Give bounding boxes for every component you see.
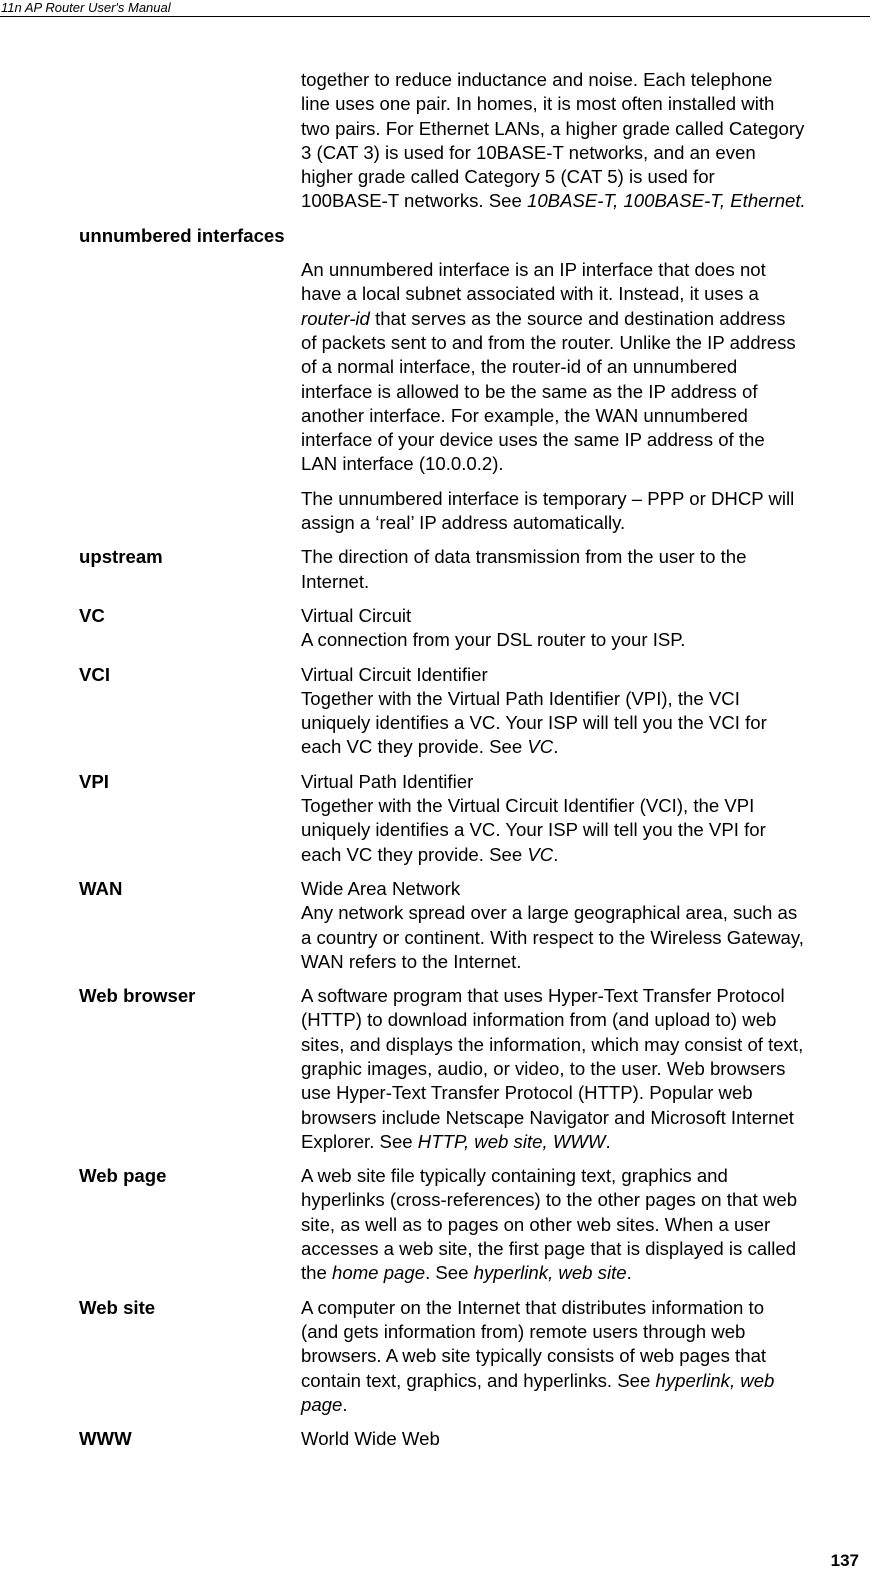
text-line bbox=[301, 1164, 869, 1188]
text-line bbox=[301, 165, 869, 189]
glossary-entry-vc bbox=[79, 604, 869, 653]
text-line bbox=[301, 735, 869, 759]
definition-paragraph bbox=[301, 1427, 869, 1451]
text-segment: Virtual Circuit Identifier bbox=[301, 663, 488, 685]
text-line bbox=[301, 452, 869, 476]
text-segment: interface of your device uses the same IP address of the bbox=[301, 429, 765, 451]
term-wan: WAN bbox=[79, 877, 123, 899]
text-segment: use Hyper-Text Transfer Protocol (HTTP). Popular web bbox=[301, 1082, 753, 1104]
text-line bbox=[301, 141, 869, 165]
text-segment: 100BASE-T networks. See bbox=[301, 190, 527, 212]
cross-reference: hyperlink, web site bbox=[473, 1262, 627, 1284]
text-line bbox=[301, 355, 869, 379]
text-line bbox=[301, 545, 869, 569]
text-line bbox=[301, 984, 869, 1008]
text-segment: hyperlinks (cross-references) to the other pages on that web bbox=[301, 1189, 798, 1211]
text-segment: another interface. For example, the WAN unnumbered bbox=[301, 404, 748, 426]
definition-www bbox=[301, 1427, 869, 1451]
text-line bbox=[301, 877, 869, 901]
text-line bbox=[301, 117, 869, 141]
text-segment: the bbox=[301, 1262, 333, 1284]
term-web-page: Web page bbox=[79, 1165, 167, 1187]
text-line bbox=[301, 1106, 869, 1130]
glossary-entry-wan bbox=[79, 877, 869, 974]
cross-reference: HTTP, web site, WWW bbox=[417, 1130, 606, 1152]
text-line bbox=[301, 282, 869, 306]
text-segment: assign a ‘real’ IP address automatically. bbox=[301, 512, 626, 534]
glossary-entry-www bbox=[79, 1427, 869, 1451]
text-segment: uniquely identifies a VC. Your ISP will tell you the VPI for bbox=[301, 819, 766, 841]
text-segment: A computer on the Internet that distributes information to bbox=[301, 1296, 765, 1318]
text-segment: . bbox=[553, 736, 559, 758]
definition-wan bbox=[301, 877, 869, 974]
definition-paragraph bbox=[301, 1164, 869, 1285]
text-segment: have a local subnet associated with it. Instead, it uses a bbox=[301, 283, 759, 305]
text-segment: . bbox=[626, 1262, 632, 1284]
text-segment: A connection from your DSL router to your ISP. bbox=[301, 629, 686, 651]
text-segment: of packets sent to and from the router. Unlike the IP address bbox=[301, 331, 796, 353]
glossary-entry-vpi bbox=[79, 770, 869, 867]
text-line bbox=[301, 604, 869, 628]
text-segment: higher grade called Category 5 (CAT 5) is used for bbox=[301, 166, 715, 188]
text-line bbox=[301, 1008, 869, 1032]
text-line bbox=[301, 1130, 869, 1154]
text-line bbox=[301, 1369, 869, 1393]
text-segment: line uses one pair. In homes, it is most often installed with bbox=[301, 93, 775, 115]
text-segment: browsers. A web site typically consists of web pages that bbox=[301, 1345, 767, 1367]
term-www: WWW bbox=[79, 1428, 132, 1450]
text-line bbox=[301, 511, 869, 535]
definition-vci bbox=[301, 663, 869, 760]
text-segment: 3 (CAT 3) is used for 10BASE-T networks, and an even bbox=[301, 141, 756, 163]
text-segment: site, as well as to pages on other web sites. When a user bbox=[301, 1213, 771, 1235]
text-segment: . See bbox=[425, 1262, 474, 1284]
term-vci: VCI bbox=[79, 663, 110, 685]
text-segment: each VC they provide. See bbox=[301, 843, 528, 865]
glossary-entry-unnumbered-interfaces bbox=[79, 224, 869, 536]
definition-paragraph bbox=[301, 1296, 869, 1417]
text-segment: Together with the Virtual Circuit Identifier (VCI), the VPI bbox=[301, 795, 755, 817]
text-segment: uniquely identifies a VC. Your ISP will tell you the VCI for bbox=[301, 712, 767, 734]
text-line bbox=[301, 1320, 869, 1344]
text-line bbox=[301, 770, 869, 794]
text-segment: browsers include Netscape Navigator and Microsoft Internet bbox=[301, 1106, 794, 1128]
text-line bbox=[301, 1081, 869, 1105]
text-line bbox=[301, 428, 869, 452]
text-line bbox=[301, 331, 869, 355]
text-line bbox=[301, 1237, 869, 1261]
text-line bbox=[301, 687, 869, 711]
text-segment: (HTTP) to download information from (and upload to) web bbox=[301, 1009, 777, 1031]
text-segment: A web site file typically containing text, graphics and bbox=[301, 1165, 728, 1187]
term-upstream: upstream bbox=[79, 546, 163, 568]
definition-paragraph bbox=[301, 604, 869, 653]
text-segment: Together with the Virtual Path Identifier (VPI), the VCI bbox=[301, 687, 740, 709]
definition-unnumbered-interfaces bbox=[301, 258, 869, 535]
text-segment: . bbox=[553, 843, 559, 865]
definition-paragraph bbox=[301, 258, 869, 477]
running-header: 11n AP Router User's Manual bbox=[0, 0, 870, 17]
text-line bbox=[301, 818, 869, 842]
text-segment: The direction of data transmission from the user to the bbox=[301, 546, 747, 568]
text-segment: A software program that uses Hyper-Text Transfer Protocol bbox=[301, 985, 785, 1007]
text-segment: Wide Area Network bbox=[301, 877, 461, 899]
text-line bbox=[301, 843, 869, 867]
glossary-entry-vci bbox=[79, 663, 869, 760]
text-segment: Internet. bbox=[301, 570, 370, 592]
text-line bbox=[301, 628, 869, 652]
definition-vc bbox=[301, 604, 869, 653]
text-segment: accesses a web site, the first page that is displayed is called bbox=[301, 1238, 797, 1260]
text-line bbox=[301, 92, 869, 116]
cross-reference: router-id bbox=[301, 307, 370, 329]
text-segment: World Wide Web bbox=[301, 1428, 440, 1450]
text-segment: interface is allowed to be the same as the IP address of bbox=[301, 380, 758, 402]
text-line bbox=[301, 380, 869, 404]
cross-reference: hyperlink, web bbox=[655, 1369, 775, 1391]
text-line bbox=[301, 1033, 869, 1057]
text-segment: a country or continent. With respect to the Wireless Gateway, bbox=[301, 926, 804, 948]
term-unnumbered-interfaces: unnumbered interfaces bbox=[79, 224, 285, 246]
definition-paragraph bbox=[301, 877, 869, 974]
text-line bbox=[301, 663, 869, 687]
text-line bbox=[301, 1393, 869, 1417]
cross-reference: page bbox=[301, 1393, 343, 1415]
text-segment: Virtual Path Identifier bbox=[301, 770, 474, 792]
definition-paragraph bbox=[301, 663, 869, 760]
text-line bbox=[301, 1427, 869, 1451]
glossary-list bbox=[79, 68, 869, 1461]
text-line bbox=[301, 404, 869, 428]
definition-paragraph bbox=[301, 770, 869, 867]
text-line bbox=[301, 1296, 869, 1320]
definition-web-site bbox=[301, 1296, 869, 1417]
term-web-site: Web site bbox=[79, 1296, 156, 1318]
text-line bbox=[301, 68, 869, 92]
text-segment: The unnumbered interface is temporary – PPP or DHCP will bbox=[301, 487, 795, 509]
text-segment: sites, and displays the information, which may consist of text, bbox=[301, 1033, 804, 1055]
text-line bbox=[301, 258, 869, 282]
text-segment: Explorer. See bbox=[301, 1130, 418, 1152]
definition-continued bbox=[301, 68, 869, 214]
glossary-entry-web-browser bbox=[79, 984, 869, 1154]
text-line bbox=[301, 307, 869, 331]
definition-paragraph bbox=[301, 487, 869, 536]
definition-paragraph bbox=[301, 984, 869, 1154]
text-segment: each VC they provide. See bbox=[301, 736, 528, 758]
glossary-entry-upstream bbox=[79, 545, 869, 594]
text-segment: graphic images, audio, or video, to the user. Web browsers bbox=[301, 1057, 786, 1079]
text-line bbox=[301, 487, 869, 511]
cross-reference: VC bbox=[527, 736, 554, 758]
text-segment: (and gets information from) remote users through web bbox=[301, 1320, 746, 1342]
text-line bbox=[301, 711, 869, 735]
text-line bbox=[301, 1213, 869, 1237]
text-line bbox=[301, 901, 869, 925]
text-line bbox=[301, 1261, 869, 1285]
text-segment: LAN interface (10.0.0.2). bbox=[301, 453, 504, 475]
term-vc: VC bbox=[79, 604, 105, 626]
text-line bbox=[301, 950, 869, 974]
text-segment: of a normal interface, the router-id of an unnumbered bbox=[301, 356, 738, 378]
text-segment: Any network spread over a large geographical area, such as bbox=[301, 902, 798, 924]
text-line bbox=[301, 570, 869, 594]
glossary-entry-web-site bbox=[79, 1296, 869, 1417]
cross-reference: home page bbox=[332, 1262, 426, 1284]
page-number: 137 bbox=[830, 1551, 859, 1570]
glossary-entry-continued bbox=[79, 68, 869, 214]
definition-vpi bbox=[301, 770, 869, 867]
definition-upstream bbox=[301, 545, 869, 594]
definition-paragraph bbox=[301, 68, 869, 214]
cross-reference: VC bbox=[527, 843, 554, 865]
text-segment: two pairs. For Ethernet LANs, a higher grade called Category bbox=[301, 117, 805, 139]
text-line bbox=[301, 1344, 869, 1368]
definition-web-browser bbox=[301, 984, 869, 1154]
text-line bbox=[301, 794, 869, 818]
text-segment: that serves as the source and destination address bbox=[369, 307, 786, 329]
text-segment: An unnumbered interface is an IP interface that does not bbox=[301, 259, 766, 281]
text-line bbox=[301, 926, 869, 950]
text-segment: Virtual Circuit bbox=[301, 604, 412, 626]
text-segment: together to reduce inductance and noise. Each telephone bbox=[301, 69, 773, 90]
text-segment: contain text, graphics, and hyperlinks. See bbox=[301, 1369, 656, 1391]
glossary-entry-web-page bbox=[79, 1164, 869, 1285]
definition-paragraph bbox=[301, 545, 869, 594]
text-segment: WAN refers to the Internet. bbox=[301, 950, 522, 972]
term-web-browser: Web browser bbox=[79, 985, 196, 1007]
cross-reference: 10BASE-T, 100BASE-T, Ethernet. bbox=[527, 190, 806, 212]
definition-web-page bbox=[301, 1164, 869, 1285]
text-line bbox=[301, 1188, 869, 1212]
text-segment: . bbox=[342, 1393, 348, 1415]
term-vpi: VPI bbox=[79, 770, 109, 792]
text-line bbox=[301, 1057, 869, 1081]
text-line bbox=[301, 189, 869, 213]
text-segment: . bbox=[605, 1130, 611, 1152]
